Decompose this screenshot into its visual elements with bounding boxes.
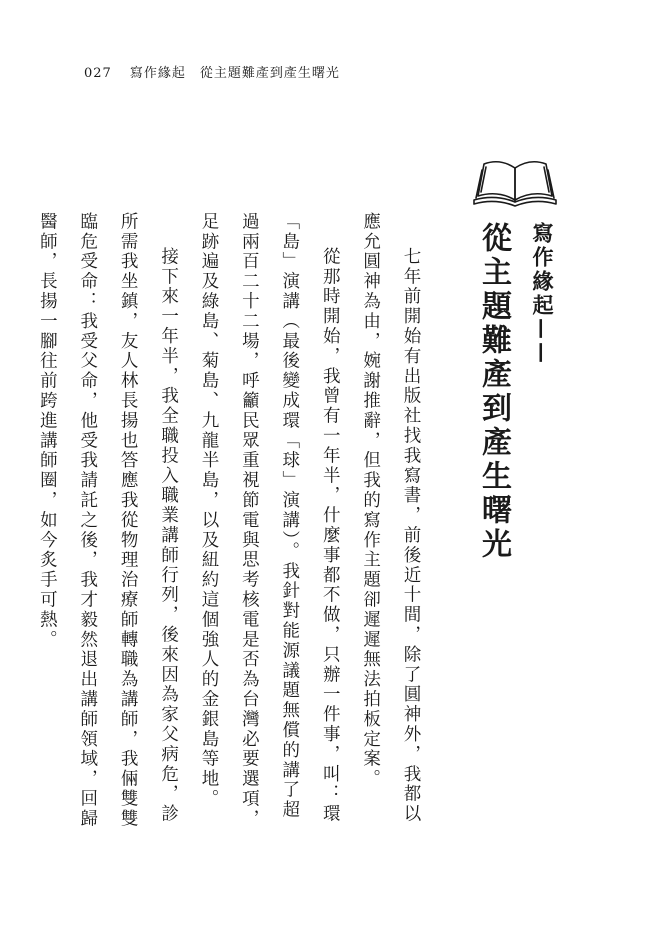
open-book-icon [470,150,560,210]
paragraph-1: 七年前開始有出版社找我寫書，前後近十間，除了圓神外，我都以應允圓神為由，婉謝推辭，但我的寫作主題卻遲遲無法拍板定案。 [360,212,421,825]
body-text [27,212,431,832]
running-title: 寫作緣起 從主題難產到產生曙光 [129,66,340,81]
chapter-subtitle: 寫作緣起—— [530,222,555,366]
paragraph-3: 接下來一年半，我全職投入職業講師行列，後來因為家父病危，診所需我坐鎮，友人林長揚也答應我從物理治療師轉職為講師，我倆雙雙臨危受命：我受父命，他受我請託之後，我才毅然退出講師領域，回歸醫師，長揚一腳往前跨進講師圈，如今炙手可熱。 [37,212,179,829]
paragraph-2: 從那時開始，我曾有一年半，什麼事都不做，只辦一件事，叫：環「島」演講（最後變成環「球」演講）。我針對能源議題無償的講了超過兩百二十二場，呼籲民眾重視節電與思考核電是否為台灣必要選項，足跡遍及綠島、菊島、九龍半島，以及紐約這個強人的金銀島等地。 [198,212,341,829]
chapter-title: 從主題難產到產生曙光 [476,222,511,562]
running-header [84,62,340,81]
page-number: 027 [84,66,112,81]
